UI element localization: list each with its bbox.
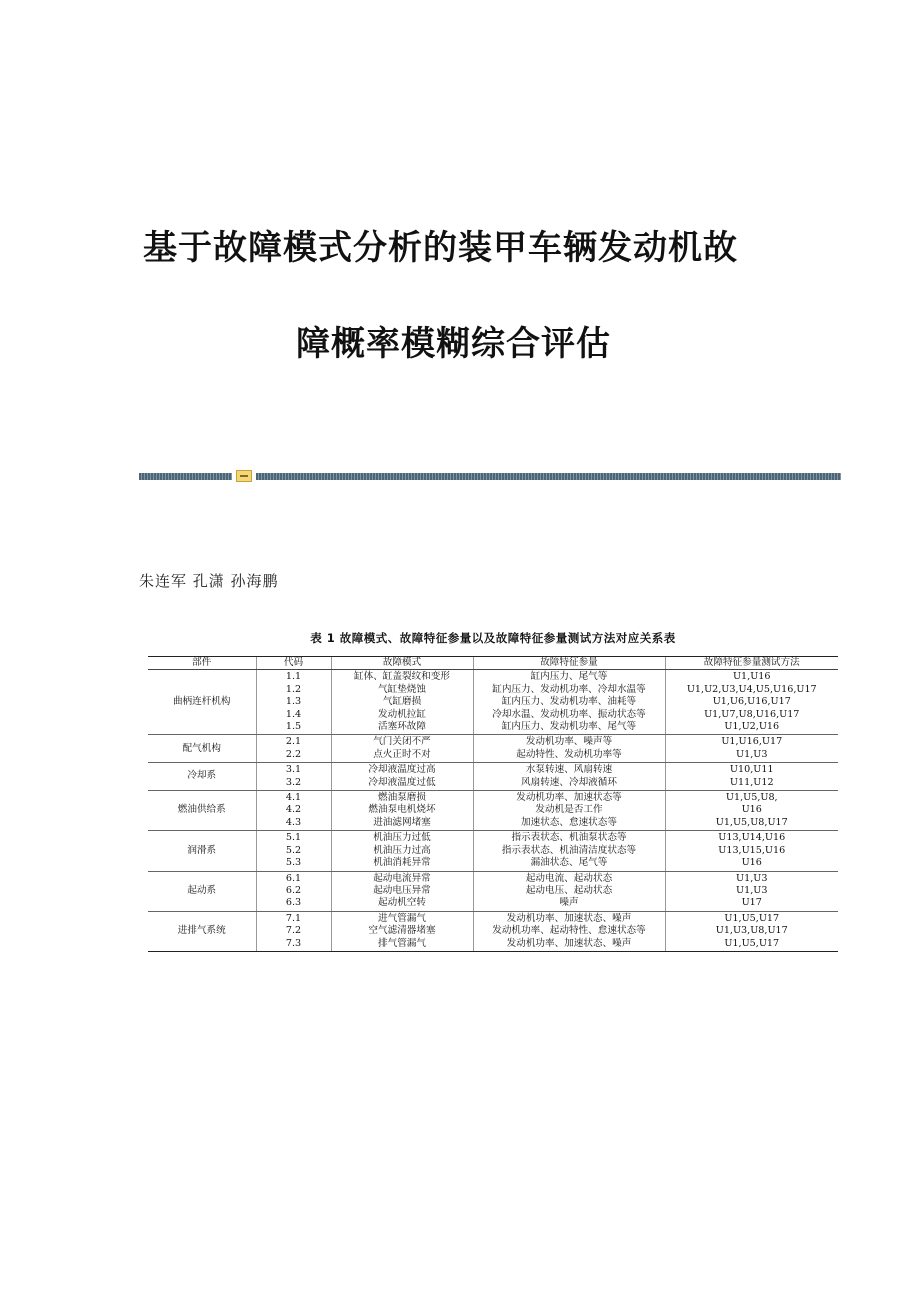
- cell-code-line: 3.2: [285, 776, 302, 788]
- cell-fault-feature-line: 发动机功率、加速状态、噪声: [506, 912, 632, 924]
- cell-code-line: 6.1: [285, 872, 302, 884]
- cell-code: [256, 791, 331, 831]
- cell-test-method: [665, 735, 838, 763]
- cell-fault-mode-line: 起动电流异常: [373, 872, 431, 884]
- cell-test-method-line: U1,U16,U17: [721, 736, 783, 748]
- cell-fault-mode-line: 进油滤网堵塞: [373, 816, 431, 828]
- cell-system: 起动系: [148, 871, 256, 911]
- table-body: [148, 670, 838, 952]
- cell-fault-mode-line: 燃油泵电机烧坏: [368, 804, 436, 816]
- cell-test-method-line: U11,U12: [729, 776, 774, 788]
- cell-fault-feature-line: 水泵转速、风扇转速: [525, 764, 613, 776]
- fault-table-figure: [148, 630, 838, 952]
- cell-fault-mode-line: 起动机空转: [378, 897, 426, 909]
- cell-test-method-line: U10,U11: [729, 764, 774, 776]
- fault-mode-table: [148, 656, 838, 952]
- table-row: [148, 831, 838, 871]
- divider-bar-left: [139, 473, 232, 480]
- cell-test-method-line: U1,U2,U16: [724, 721, 780, 733]
- cell-fault-feature-line: 发动机功率、起动特性、怠速状态等: [492, 925, 646, 937]
- cell-fault-feature-line: 起动特性、发动机功率等: [516, 748, 622, 760]
- divider-bar-right: [256, 473, 841, 480]
- cell-fault-feature: [473, 831, 665, 871]
- header-fault-feature: 故障特征参量: [473, 657, 665, 670]
- cell-test-method-line: U1,U3: [736, 748, 768, 760]
- cell-fault-mode: [331, 670, 473, 735]
- cell-test-method-line: U1,U5,U17: [724, 912, 780, 924]
- cell-code: [256, 763, 331, 791]
- cell-system: 润滑系: [148, 831, 256, 871]
- cell-test-method-line: U16: [741, 804, 762, 816]
- cell-fault-mode: [331, 871, 473, 911]
- cell-fault-feature-line: 冷却水温、发动机功率、振动状态等: [492, 708, 646, 720]
- authors: 朱连军 孔潇 孙海鹏: [139, 572, 279, 590]
- cell-fault-feature-line: 加速状态、怠速状态等: [521, 816, 617, 828]
- table-row: [148, 735, 838, 763]
- cell-code: [256, 831, 331, 871]
- cell-test-method: [665, 763, 838, 791]
- cell-test-method-line: U1,U3,U8,U17: [715, 925, 788, 937]
- cell-fault-feature-line: 发动机功率、加速状态等: [516, 792, 622, 804]
- cell-code-line: 7.3: [285, 937, 302, 949]
- cell-fault-mode-line: 冷却液温度过高: [368, 764, 436, 776]
- cell-fault-mode-line: 冷却液温度过低: [368, 776, 436, 788]
- cell-fault-feature-line: 风扇转速、冷却液循环: [521, 776, 617, 788]
- cell-test-method-line: U1,U5,U8,U17: [715, 816, 788, 828]
- cell-test-method-line: U1,U16: [732, 671, 771, 683]
- cell-fault-mode-line: 机油压力过低: [373, 832, 431, 844]
- cell-test-method-line: U1,U6,U16,U17: [712, 696, 791, 708]
- table-row: [148, 763, 838, 791]
- cell-fault-feature-line: 缸内压力、发动机功率、油耗等: [501, 696, 637, 708]
- cell-fault-mode-line: 气缸磨损: [382, 696, 422, 708]
- cell-fault-mode: [331, 831, 473, 871]
- cell-fault-feature-line: 缸内压力、发动机功率、冷却水温等: [492, 683, 646, 695]
- cell-test-method-line: U1,U5,U17: [724, 937, 780, 949]
- cell-fault-feature-line: 漏油状态、尾气等: [530, 857, 608, 869]
- cell-fault-feature-line: 缸内压力、尾气等: [530, 671, 608, 683]
- cell-test-method-line: U1,U3: [736, 872, 768, 884]
- cell-fault-mode-line: 进气管漏气: [378, 912, 426, 924]
- cell-code: [256, 911, 331, 951]
- cell-system: 配气机构: [148, 735, 256, 763]
- cell-fault-feature-line: 发动机是否工作: [535, 804, 603, 816]
- cell-code-line: 3.1: [285, 764, 302, 776]
- cell-test-method: [665, 670, 838, 735]
- cell-fault-mode: [331, 763, 473, 791]
- cell-code-line: 6.2: [285, 884, 302, 896]
- cell-fault-mode-line: 气门关闭不严: [373, 736, 431, 748]
- cell-fault-feature-line: 起动电流、起动状态: [525, 872, 613, 884]
- cell-fault-feature-line: 指示表状态、机油清洁度状态等: [501, 844, 637, 856]
- cell-fault-mode-line: 起动电压异常: [373, 884, 431, 896]
- header-fault-mode: 故障模式: [331, 657, 473, 670]
- cell-fault-mode-line: 空气滤清器堵塞: [368, 925, 436, 937]
- cell-code-line: 6.3: [285, 897, 302, 909]
- cell-fault-mode-line: 机油压力过高: [373, 844, 431, 856]
- cell-test-method: [665, 831, 838, 871]
- cell-fault-feature-line: 起动电压、起动状态: [525, 884, 613, 896]
- cell-fault-feature: [473, 670, 665, 735]
- cell-fault-mode-line: 缸体、缸盖裂纹和变形: [354, 671, 450, 683]
- cell-fault-feature-line: 发动机功率、加速状态、噪声: [506, 937, 632, 949]
- cell-fault-mode-line: 活塞环故障: [378, 721, 426, 733]
- cell-fault-feature-line: 发动机功率、噪声等: [525, 736, 613, 748]
- cell-code: [256, 735, 331, 763]
- cell-code-line: 1.1: [285, 671, 302, 683]
- cell-code: [256, 871, 331, 911]
- cell-code-line: 1.3: [285, 696, 302, 708]
- cell-fault-mode: [331, 791, 473, 831]
- cell-code-line: 2.2: [285, 748, 302, 760]
- cell-code-line: 4.2: [285, 804, 302, 816]
- cell-test-method: [665, 791, 838, 831]
- cell-code-line: 7.2: [285, 925, 302, 937]
- table-header-row: [148, 657, 838, 670]
- cell-code-line: 4.3: [285, 816, 302, 828]
- cell-test-method-line: U13,U15,U16: [718, 844, 786, 856]
- cell-fault-feature-line: 缸内压力、发动机功率、尾气等: [501, 721, 637, 733]
- table-row: [148, 670, 838, 735]
- cell-fault-feature: [473, 763, 665, 791]
- cell-system: 燃油供给系: [148, 791, 256, 831]
- divider-emblem-icon: [236, 470, 252, 482]
- cell-fault-feature: [473, 791, 665, 831]
- table-caption: 表 1 故障模式、故障特征参量以及故障特征参量测试方法对应关系表: [310, 631, 676, 645]
- cell-fault-feature: [473, 911, 665, 951]
- cell-code-line: 5.1: [285, 832, 302, 844]
- cell-fault-feature-line: 指示表状态、机油泵状态等: [511, 832, 627, 844]
- cell-code-line: 2.1: [285, 736, 302, 748]
- cell-code-line: 1.2: [285, 683, 302, 695]
- cell-test-method-line: U1,U7,U8,U16,U17: [704, 708, 800, 720]
- cell-fault-feature-line: 噪声: [559, 897, 579, 909]
- header-test-method: 故障特征参量测试方法: [665, 657, 838, 670]
- cell-test-method-line: U13,U14,U16: [718, 832, 786, 844]
- cell-code-line: 1.4: [285, 708, 302, 720]
- cell-test-method-line: U16: [741, 857, 762, 869]
- document-title-line-2: 障概率模糊综合评估: [296, 324, 611, 364]
- cell-fault-mode: [331, 911, 473, 951]
- cell-code-line: 5.3: [285, 857, 302, 869]
- table-row: [148, 871, 838, 911]
- cell-test-method: [665, 911, 838, 951]
- header-code: 代码: [256, 657, 331, 670]
- table-row: [148, 791, 838, 831]
- cell-fault-mode-line: 排气管漏气: [378, 937, 426, 949]
- cell-test-method-line: U17: [741, 897, 762, 909]
- cell-fault-feature: [473, 871, 665, 911]
- cell-code-line: 4.1: [285, 792, 302, 804]
- cell-fault-mode-line: 点火正时不对: [373, 748, 431, 760]
- cell-code-line: 7.1: [285, 912, 302, 924]
- cell-test-method: [665, 871, 838, 911]
- cell-code: [256, 670, 331, 735]
- cell-test-method-line: U1,U3: [736, 884, 768, 896]
- cell-code-line: 1.5: [285, 721, 302, 733]
- cell-fault-mode-line: 气缸垫烧蚀: [378, 683, 426, 695]
- cell-code-line: 5.2: [285, 844, 302, 856]
- cell-fault-mode-line: 发动机拉缸: [378, 708, 426, 720]
- cell-system: 曲柄连杆机构: [148, 670, 256, 735]
- cell-fault-mode-line: 机油消耗异常: [373, 857, 431, 869]
- document-title-line-1: 基于故障模式分析的装甲车辆发动机故: [143, 228, 738, 268]
- cell-test-method-line: U1,U2,U3,U4,U5,U16,U17: [686, 683, 817, 695]
- cell-test-method-line: U1,U5,U8,: [725, 792, 778, 804]
- cell-system: 进排气系统: [148, 911, 256, 951]
- cell-fault-mode: [331, 735, 473, 763]
- table-row: [148, 911, 838, 951]
- cell-fault-mode-line: 燃油泵磨损: [378, 792, 426, 804]
- decorative-divider: [139, 470, 841, 482]
- header-component: 部件: [148, 657, 256, 670]
- cell-fault-feature: [473, 735, 665, 763]
- cell-system: 冷却系: [148, 763, 256, 791]
